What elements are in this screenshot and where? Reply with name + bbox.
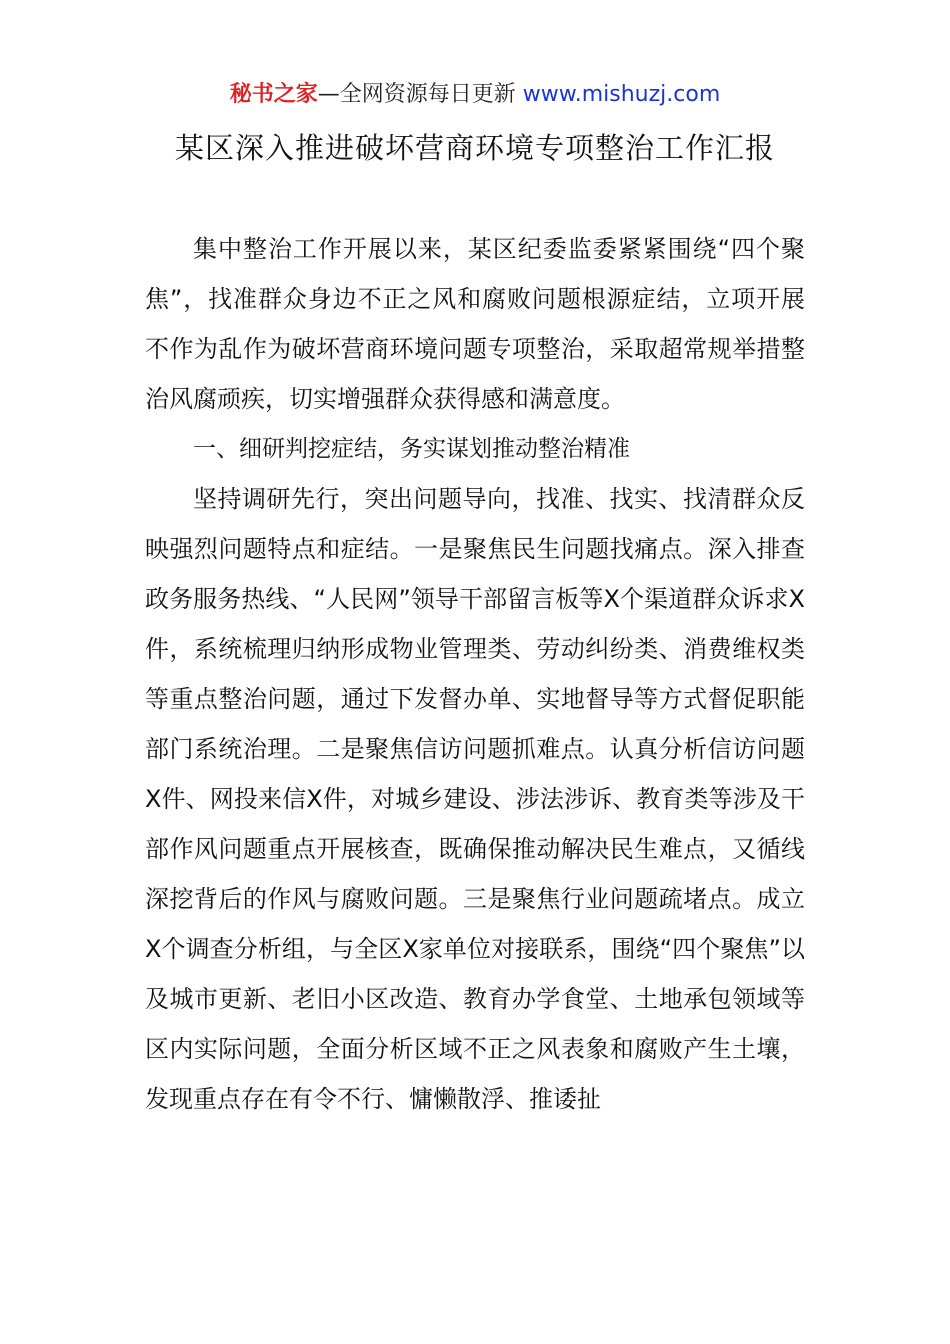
site-tagline: —全网资源每日更新 <box>317 82 516 107</box>
site-header <box>0 78 950 112</box>
section-1-paragraph: 坚持调研先行，突出问题导向，找准、找实、找清群众反映强烈问题特点和症结。一是聚焦民生问题找痛点。深入排查政务服务热线、“人民网”领导干部留言板等X个渠道群众诉求X件，系统梳理归纳形成物业管理类、劳动纠纷类、消费维权类等重点整治问题，通过下发督办单、实地督导等方式督促职能部门系统治理。二是聚焦信访问题抓难点。认真分析信访问题X件、网投来信X件，对城乡建设、涉法涉诉、教育类等涉及干部作风问题重点开展核查，既确保推动解决民生难点，又循线深挖背后的作风与腐败问题。三是聚焦行业问题疏堵点。成立X个调查分析组，与全区X家单位对接联系，围绕“四个聚焦”以及城市更新、老旧小区改造、教育办学食堂、土地承包领域等区内实际问题，全面分析区域不正之风表象和腐败产生土壤，发现重点存在有令不行、慵懒散浮、推诿扯 <box>145 485 805 1113</box>
document-body <box>145 224 805 1124</box>
site-brand: 秘书之家 <box>229 82 318 107</box>
intro-paragraph: 集中整治工作开展以来，某区纪委监委紧紧围绕“四个聚焦”，找准群众身边不正之风和腐败问题根源症结，立项开展不作为乱作为破坏营商环境问题专项整治，采取超常规举措整治风腐顽疾，切实增强群众获得感和满意度。 <box>145 235 805 413</box>
document-title: 某区深入推进破坏营商环境专项整治工作汇报 <box>174 131 775 165</box>
section-1-heading: 一、细研判挖症结，务实谋划推动整治精准 <box>193 436 630 462</box>
site-url-link[interactable]: www.mishuzj.com <box>522 82 721 107</box>
